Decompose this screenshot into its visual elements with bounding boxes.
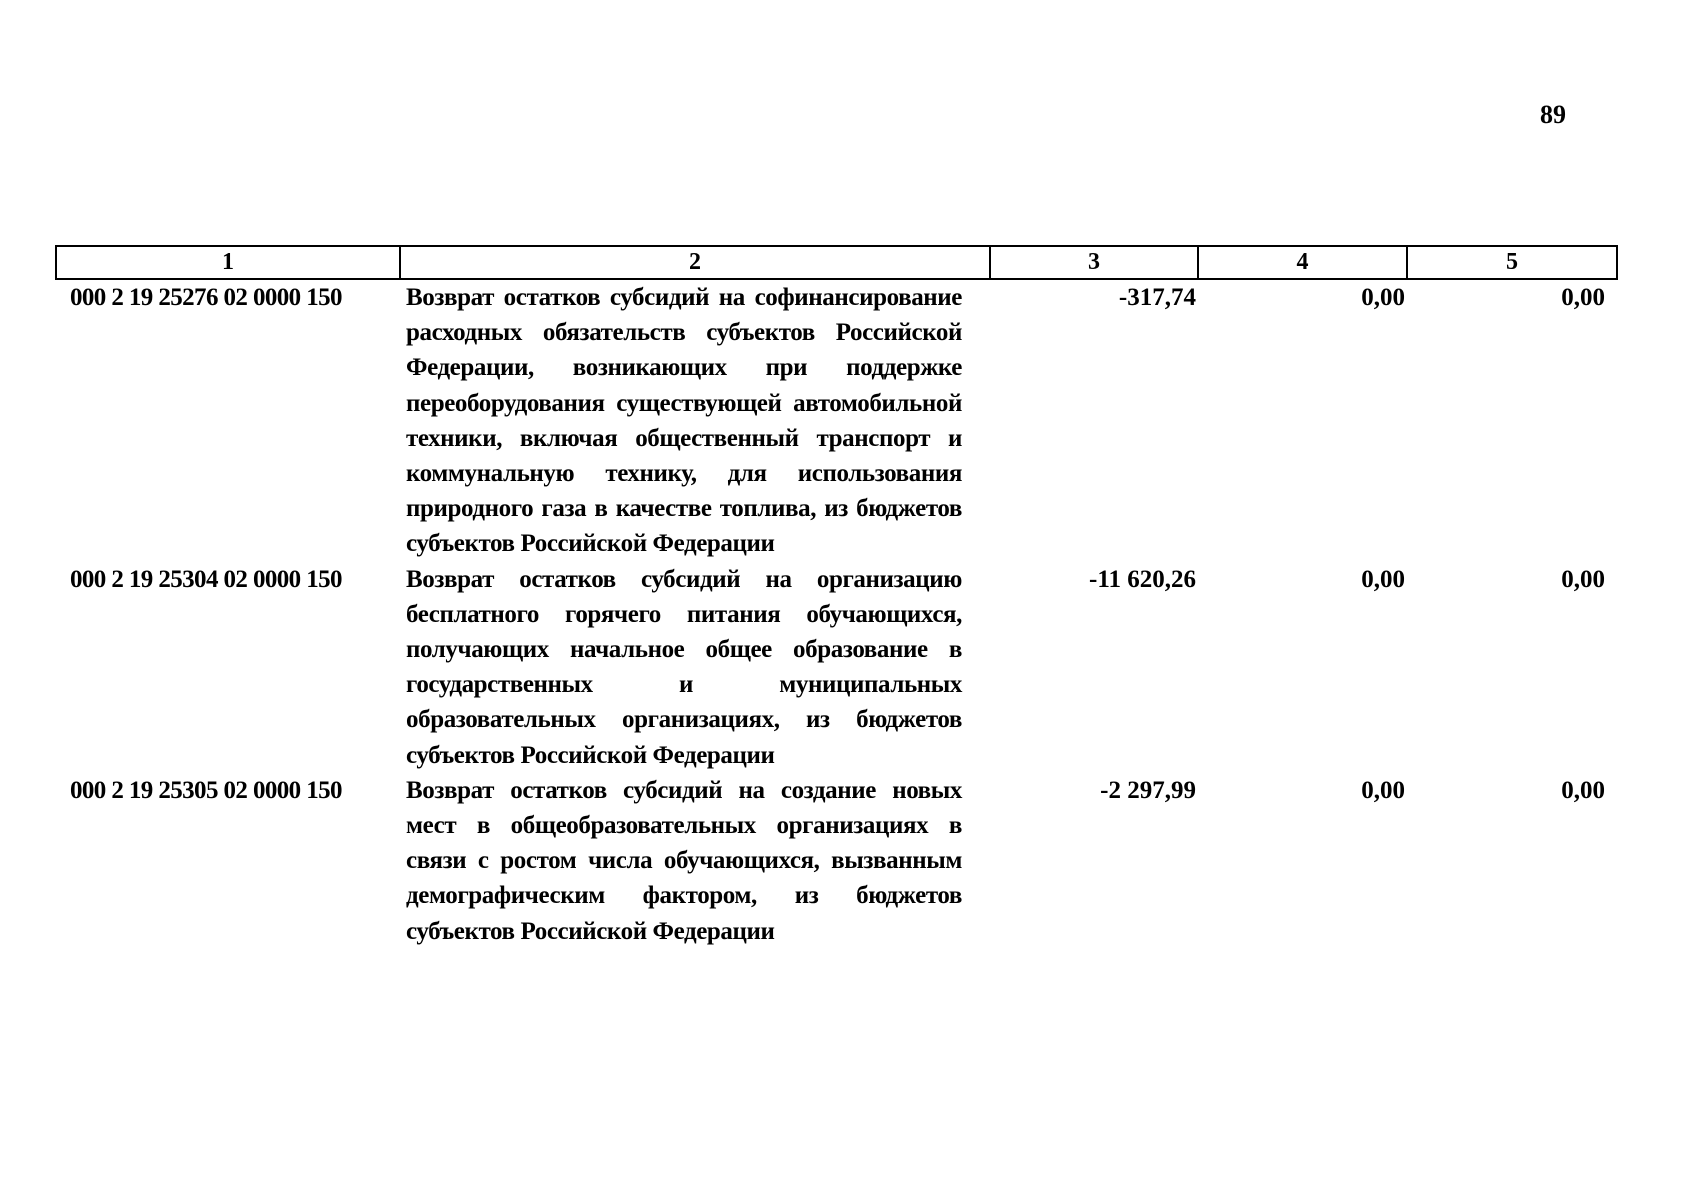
header-col-4: 4 <box>1198 246 1407 279</box>
header-col-1: 1 <box>56 246 400 279</box>
table-row <box>56 279 1617 562</box>
table-header <box>56 246 1617 279</box>
value-col-5: 0,00 <box>1561 565 1605 593</box>
budget-code: 000 2 19 25276 02 0000 150 <box>70 284 342 311</box>
value-col-3: -2 297,99 <box>1100 776 1196 804</box>
table-row <box>56 562 1617 773</box>
value-col-4: 0,00 <box>1361 565 1405 593</box>
value-col-5: 0,00 <box>1561 284 1605 311</box>
value-col-3: -11 620,26 <box>1089 565 1196 593</box>
row-description: Возврат остатков субсидий на создание новых мест в общеобразовательных организациях в связи с ростом числа обучающихся, вызванным демографическим фактором, из бюджетов субъектов Российской Федерации <box>406 776 962 945</box>
budget-code: 000 2 19 25304 02 0000 150 <box>70 565 342 593</box>
header-col-3: 3 <box>990 246 1198 279</box>
header-col-5: 5 <box>1407 246 1617 279</box>
value-col-4: 0,00 <box>1361 776 1405 804</box>
table-row <box>56 773 1617 949</box>
page-number: 89 <box>1540 100 1566 129</box>
table-body <box>56 279 1617 949</box>
value-col-3: -317,74 <box>1118 284 1196 311</box>
budget-code: 000 2 19 25305 02 0000 150 <box>70 776 342 804</box>
value-col-4: 0,00 <box>1361 284 1405 311</box>
value-col-5: 0,00 <box>1561 776 1605 804</box>
budget-table <box>55 245 1618 949</box>
header-col-2: 2 <box>400 246 990 279</box>
header-row <box>56 246 1617 279</box>
row-description: Возврат остатков субсидий на софинансирование расходных обязательств субъектов Российской Федерации, возникающих при поддержке переоборудования существующей автомобильной техники, включая общественный транспорт и коммунальную технику, для использования природного газа в качестве топлива, из бюджетов субъектов Российской Федерации <box>406 284 962 558</box>
row-description: Возврат остатков субсидий на организацию бесплатного горячего питания обучающихся, получающих начальное общее образование в государственных и муниципальных образовательных организациях, из бюджетов субъектов Российской Федерации <box>406 565 962 769</box>
